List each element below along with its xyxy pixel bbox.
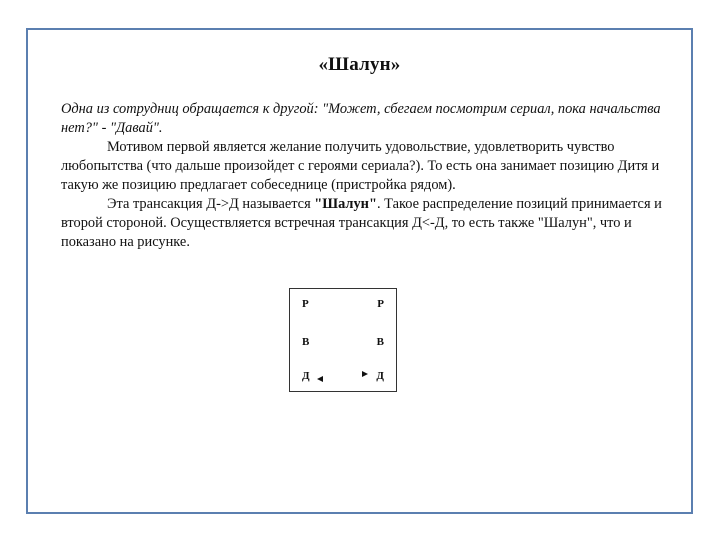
arrow-right-icon: [362, 371, 368, 377]
paragraph-transaction: [61, 195, 681, 252]
right-adult-label: В: [376, 336, 384, 348]
left-parent-label: Р: [302, 298, 309, 310]
left-adult-label: В: [302, 336, 310, 348]
slide-frame: [26, 28, 693, 514]
paragraph-transaction-end: . Такое распределение позиций принимается и второй стороной. Осуществляется встречная трансакция Д<-Д, то есть также "Шалун", что и показано на рисунке.: [61, 196, 662, 250]
left-child-label: Д: [302, 370, 310, 382]
slide-body: [61, 100, 681, 252]
transaction-name: "Шалун": [314, 196, 377, 212]
right-child-label: Д: [376, 370, 384, 382]
paragraph-transaction-start: Эта трансакция Д->Д называется: [107, 196, 315, 212]
slide-title: «Шалун»: [318, 54, 401, 75]
intro-text: Одна из сотрудниц обращается к другой: "Может, сбегаем посмотрим сериал, пока начальства нет?" - "Давай".: [61, 101, 661, 136]
right-parent-label: Р: [377, 298, 384, 310]
ego-states-diagram: [289, 288, 397, 392]
arrow-left-icon: [317, 376, 323, 382]
paragraph-motive: Мотивом первой является желание получить удовольствие, удовлетворить чувство любопытства (что дальше произойдет с героями сериала?). То есть она занимает позицию Дитя и такую же позицию предлагает собеседнице (пристройка рядом).: [61, 139, 660, 193]
